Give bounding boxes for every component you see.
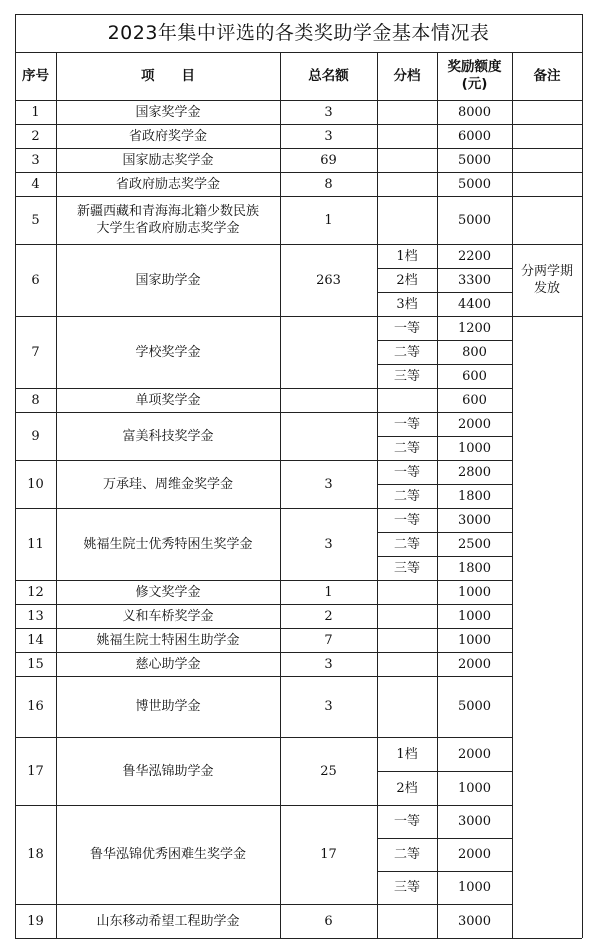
- row-quota: 69: [320, 152, 337, 168]
- grid-line-h: [15, 100, 582, 101]
- row-tier: [377, 388, 437, 412]
- row-quota: 1: [324, 212, 333, 228]
- row-name: 单项奖学金: [135, 392, 201, 408]
- grid-line-h: [512, 938, 582, 939]
- header-quota: 总名额: [308, 67, 349, 84]
- row-quota: 3: [324, 104, 333, 120]
- row-index: 1: [31, 104, 40, 120]
- row-tier: [377, 172, 437, 196]
- grid-line-h: [377, 484, 512, 485]
- row-index: 2: [31, 128, 40, 144]
- grid-line-h: [512, 196, 582, 197]
- row-tier: 二等: [393, 440, 420, 456]
- row-name: 博世助学金: [135, 699, 201, 714]
- row-tier: 1档: [396, 248, 418, 264]
- row-amount: 5000: [457, 699, 492, 714]
- row-amount: 3300: [457, 272, 492, 288]
- grid-line-h: [15, 938, 512, 939]
- row-tier: 二等: [393, 488, 420, 504]
- row-tier: 三等: [393, 880, 420, 895]
- row-tier: 2档: [396, 272, 418, 288]
- row-amount: 800: [462, 344, 487, 360]
- row-quota: 3: [324, 128, 333, 144]
- row-tier: [377, 100, 437, 124]
- row-name: 省政府奖学金: [128, 128, 207, 144]
- grid-line-h: [377, 771, 512, 772]
- row-tier: 一等: [393, 464, 420, 480]
- row-tier: [377, 628, 437, 652]
- grid-line-h: [377, 340, 512, 341]
- row-quota: 25: [320, 763, 337, 779]
- row-quota: 6: [324, 913, 333, 929]
- row-name: 国家奖学金: [135, 104, 201, 120]
- row-index: 10: [27, 476, 44, 492]
- row-index: 19: [27, 913, 44, 929]
- grid-line-h: [377, 838, 512, 839]
- row-name: 义和车桥奖学金: [122, 608, 214, 624]
- row-amount: 6000: [457, 128, 492, 144]
- row-tier: 一等: [393, 814, 420, 829]
- row-index: 18: [27, 847, 44, 862]
- row-amount: 2000: [457, 746, 492, 762]
- row-amount: 5000: [457, 152, 492, 168]
- row-quota: 3: [324, 476, 333, 492]
- row-name: 国家助学金: [135, 272, 201, 288]
- grid-line-v: [582, 14, 583, 938]
- row-name: 省政府励志奖学金: [115, 176, 220, 192]
- row-amount: 2000: [457, 847, 492, 862]
- row-note: 分两学期 发放: [520, 264, 573, 296]
- row-amount: 600: [462, 392, 487, 408]
- row-amount: 1000: [457, 780, 492, 796]
- row-tier: 一等: [393, 512, 420, 528]
- grid-line-h: [512, 124, 582, 125]
- row-index: 15: [27, 656, 44, 672]
- row-name: 慈心助学金: [135, 656, 201, 672]
- row-index: 12: [27, 584, 44, 600]
- row-name: 国家励志奖学金: [122, 152, 214, 168]
- grid-line-h: [377, 532, 512, 533]
- row-amount: 600: [462, 368, 487, 384]
- row-quota: 263: [316, 272, 341, 288]
- grid-line-h: [512, 244, 582, 245]
- row-tier: [377, 196, 437, 244]
- row-index: 8: [31, 392, 40, 408]
- row-amount: 5000: [457, 176, 492, 192]
- row-tier: 一等: [393, 320, 420, 336]
- row-amount: 2500: [457, 536, 492, 552]
- grid-line-h: [377, 268, 512, 269]
- row-tier: 2档: [396, 780, 418, 796]
- grid-line-v: [377, 52, 378, 938]
- row-quota: 2: [324, 608, 333, 624]
- grid-line-v: [15, 14, 16, 938]
- row-name: 万承珪、周维金奖学金: [102, 476, 233, 492]
- grid-line-h: [377, 436, 512, 437]
- row-amount: 1000: [457, 440, 492, 456]
- row-quota: 7: [324, 632, 333, 648]
- row-amount: 3000: [457, 913, 492, 929]
- table-title: 2023年集中评选的各类奖助学金基本情况表: [107, 21, 490, 44]
- row-tier: [377, 148, 437, 172]
- row-index: 6: [31, 272, 40, 288]
- row-amount: 1000: [457, 632, 492, 648]
- row-quota: [280, 388, 377, 412]
- header-note: 备注: [533, 67, 561, 84]
- row-name: 修文奖学金: [135, 584, 201, 600]
- row-tier: [377, 904, 437, 938]
- row-tier: 三等: [393, 560, 420, 576]
- row-name: 富美科技奖学金: [122, 428, 214, 444]
- grid-line-h: [512, 148, 582, 149]
- row-tier: [377, 124, 437, 148]
- row-tier: 3档: [396, 296, 418, 312]
- row-index: 16: [27, 699, 44, 714]
- grid-line-h: [377, 556, 512, 557]
- row-amount: 3000: [457, 814, 492, 829]
- row-name: 山东移动希望工程助学金: [96, 913, 240, 929]
- row-tier: [377, 652, 437, 676]
- row-tier: 一等: [393, 416, 420, 432]
- row-amount: 1800: [457, 488, 492, 504]
- row-index: 9: [31, 428, 40, 444]
- row-amount: 3000: [457, 512, 492, 528]
- row-name: 新疆西藏和青海海北籍少数民族 大学生省政府励志奖学金: [76, 204, 259, 236]
- header-name: 项 目: [141, 67, 195, 84]
- grid-line-h: [15, 52, 582, 53]
- row-quota: 3: [324, 699, 333, 714]
- row-quota: [280, 316, 377, 388]
- grid-line-h: [377, 292, 512, 293]
- header-index: 序号: [22, 67, 49, 84]
- row-amount: 5000: [457, 212, 492, 228]
- row-name: 鲁华泓锦优秀困难生奖学金: [89, 847, 246, 862]
- row-index: 17: [27, 763, 44, 779]
- row-amount: 4400: [457, 296, 492, 312]
- row-tier: 二等: [393, 847, 420, 862]
- row-index: 14: [27, 632, 44, 648]
- row-amount: 8000: [457, 104, 492, 120]
- row-quota: 3: [324, 656, 333, 672]
- grid-line-h: [377, 364, 512, 365]
- row-tier: 二等: [393, 344, 420, 360]
- row-tier: [377, 676, 437, 737]
- row-tier: [377, 580, 437, 604]
- row-name: 姚福生院士特困生助学金: [96, 632, 240, 648]
- row-index: 3: [31, 152, 40, 168]
- grid-line-h: [512, 172, 582, 173]
- row-quota: 17: [320, 847, 337, 862]
- row-quota: 1: [324, 584, 333, 600]
- grid-line-v: [56, 52, 57, 938]
- row-amount: 1000: [457, 608, 492, 624]
- row-tier: 1档: [396, 746, 418, 762]
- grid-line-h: [15, 14, 582, 15]
- grid-line-h: [512, 316, 582, 317]
- row-tier: 二等: [393, 536, 420, 552]
- row-index: 4: [31, 176, 40, 192]
- grid-line-v: [437, 52, 438, 938]
- grid-line-v: [512, 52, 513, 938]
- row-amount: 2000: [457, 416, 492, 432]
- row-amount: 1200: [457, 320, 492, 336]
- row-index: 5: [31, 212, 40, 228]
- row-index: 13: [27, 608, 44, 624]
- row-tier: 三等: [393, 368, 420, 384]
- row-index: 7: [31, 344, 40, 360]
- row-amount: 2200: [457, 248, 492, 264]
- row-amount: 1000: [457, 584, 492, 600]
- grid-line-v: [280, 52, 281, 938]
- row-quota: [280, 412, 377, 460]
- grid-line-h: [377, 871, 512, 872]
- header-tier: 分档: [393, 67, 421, 84]
- row-name: 姚福生院士优秀特困生奖学金: [83, 536, 253, 552]
- header-amount: 奖励额度 (元): [447, 59, 502, 92]
- row-index: 11: [27, 536, 44, 552]
- row-tier: [377, 604, 437, 628]
- row-quota: 8: [324, 176, 333, 192]
- row-amount: 1000: [457, 880, 492, 895]
- row-name: 学校奖学金: [135, 344, 201, 360]
- row-amount: 1800: [457, 560, 492, 576]
- row-amount: 2000: [457, 656, 492, 672]
- row-name: 鲁华泓锦助学金: [122, 763, 214, 779]
- row-quota: 3: [324, 536, 333, 552]
- row-amount: 2800: [457, 464, 492, 480]
